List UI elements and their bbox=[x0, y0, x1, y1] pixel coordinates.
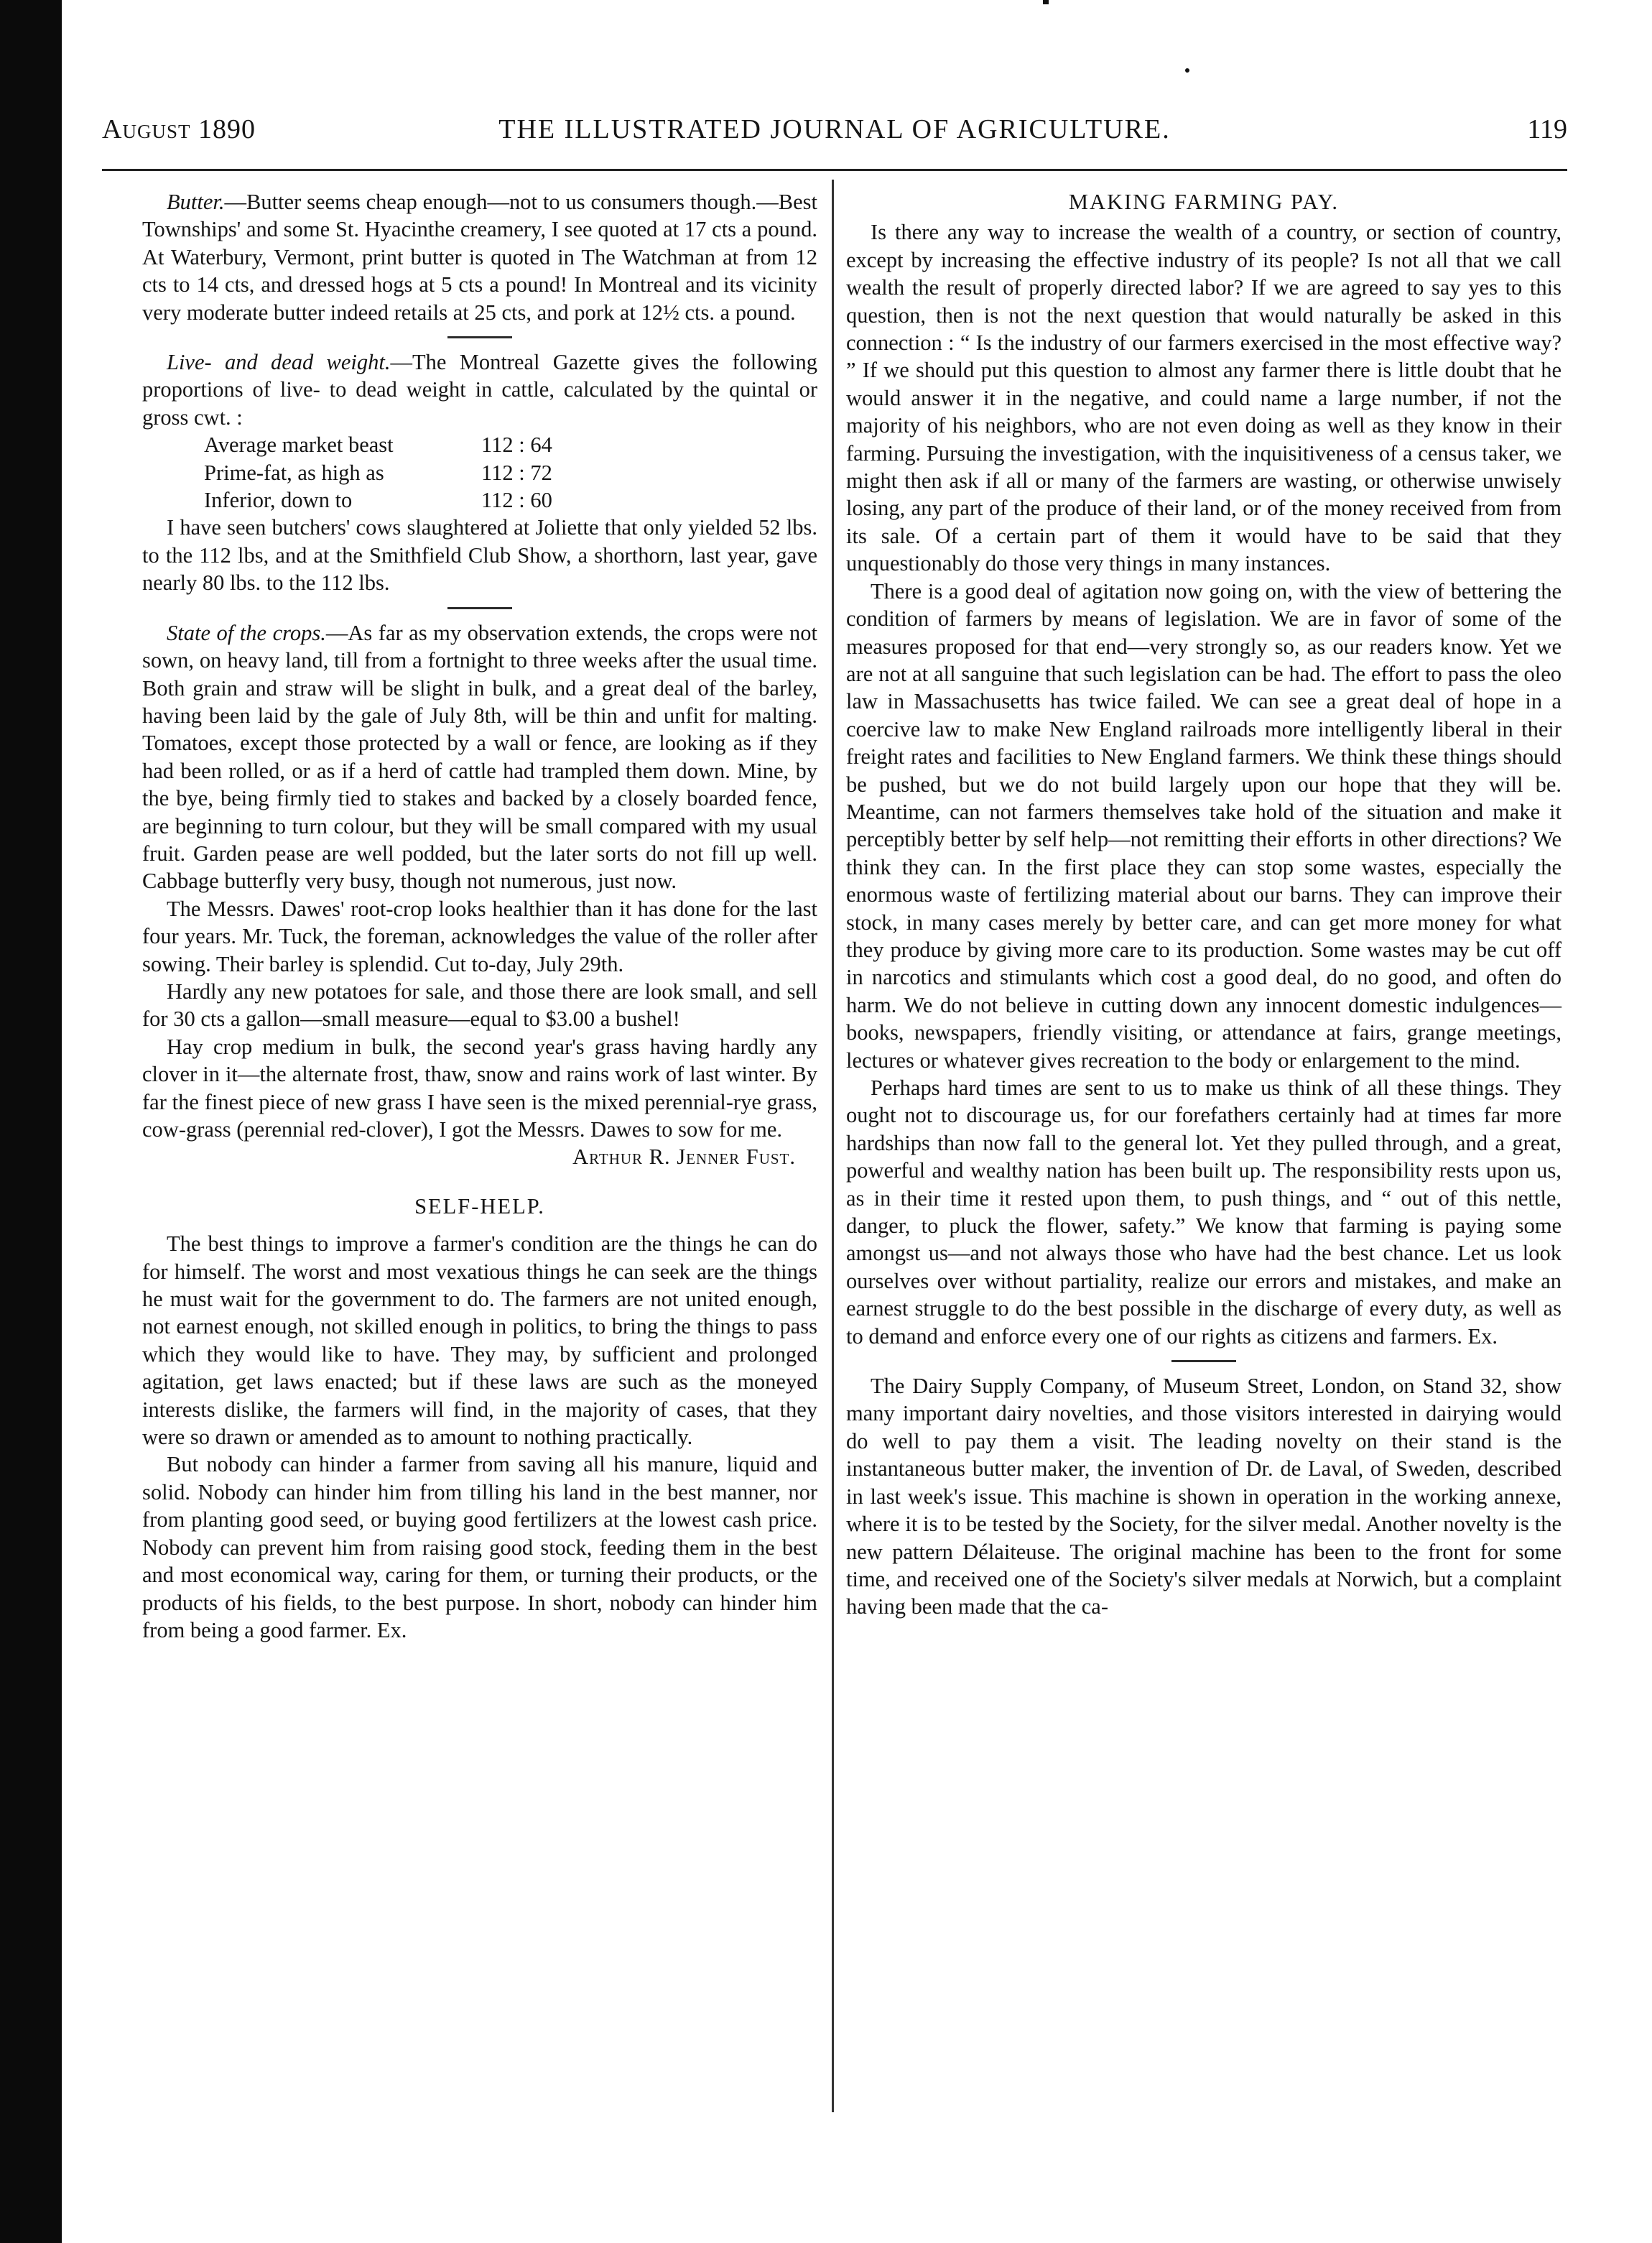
crops-body: —As far as my observation extends, the crops were not sown, on heavy land, till from a fortnight to three weeks after the usual time. Both grain and straw will be slight in bulk, and a great deal of the barley, having been laid by the gale of July 8th, will be thin and unfit for malting. Tomatoes, except those protected by a wall or fence, are looking as if they had been rolled, or as if a herd of cattle had trampled them down. Mine, by the bye, being firmly tied to stakes and backed by a closely boarded fence, are beginning to turn colour, but they will be small compared with my usual fruit. Garden pease are well podded, but the later sorts do not fill up well. Cabbage butterfly very busy, though not numerous, just now. bbox=[142, 620, 817, 894]
section-rule bbox=[447, 607, 512, 609]
page-number: 119 bbox=[1527, 114, 1567, 144]
author-signature: Arthur R. Jenner Fust. bbox=[572, 1144, 796, 1170]
print-speck bbox=[1185, 68, 1189, 73]
journal-title: THE ILLUSTRATED JOURNAL OF AGRICULTURE. bbox=[498, 114, 1171, 144]
self-help-heading: SELF-HELP. bbox=[414, 1193, 545, 1218]
section-rule bbox=[447, 336, 512, 338]
weight-value: 112 : 60 bbox=[481, 488, 552, 513]
weight-label: Average market beast bbox=[204, 433, 394, 458]
farming-paragraph-1: Is there any way to increase the wealth of a country, or section of country, except by increasing the effective industry of its people? Is not all that we call wealth the result of properly directed labor? If we are agreed to say yes to this question, then is not the next question that would naturally be asked in this connection : “ Is the industry of our farmers exercised in the most effective way? ” If we should put this question to almost any farmer there is little doubt that he would answer it in the negative, and could name a large number, if not the majority of his neighbors, who are not even doing as well as they know in their farming. Pursuing the investigation, with the inquisitiveness of a census taker, we might then ask if all or many of the farmers are wasting, or otherwise unwisely losing, any part of the produce of their land, or of the money received from from its sale. Of a certain part of them it would have to be said that they unquestionably do those very things in many instances. bbox=[846, 220, 1561, 576]
page-edge-shadow bbox=[0, 0, 62, 2243]
farming-pay-heading: MAKING FARMING PAY. bbox=[1068, 190, 1340, 214]
weight-value: 112 : 64 bbox=[481, 433, 552, 458]
section-rule bbox=[1171, 1360, 1236, 1362]
weight-row bbox=[204, 431, 817, 458]
weight-table bbox=[204, 431, 817, 514]
crops-lead: State of the crops. bbox=[167, 620, 326, 645]
crops-paragraph-2: The Messrs. Dawes' root-crop looks healthier than it has done for the last four years. Mr. Tuck, the foreman, acknowledges the value of the roller after sowing. Their barley is splendid. Cut to-day, July 29th. bbox=[142, 896, 817, 976]
header-rule bbox=[102, 169, 1567, 171]
self-help-paragraph-2: But nobody can hinder a farmer from saving all his manure, liquid and solid. Nobody can hinder him from tilling his land in the best manner, nor from planting good seed, or buying good fertilizers at the lowest cash price. Nobody can prevent him from raising good stock, feeding them in the best and most economical way, caring for them, or turning their products, or the products of his fields, to the best purpose. In short, nobody can hinder him from being a good farmer. Ex. bbox=[142, 1452, 817, 1642]
live-weight-after: I have seen butchers' cows slaughtered at Joliette that only yielded 52 lbs. to the 112 lbs, and at the Smithfield Club Show, a shorthorn, last year, gave nearly 80 lbs. to the 112 lbs. bbox=[142, 515, 817, 596]
farming-paragraph-3: Perhaps hard times are sent to us to make us think of all these things. They ought not to discourage us, for our forefathers certainly had at times far more hardships than now fall to the general lot. Yet they pulled through, and a great, powerful and wealthy nation has been built up. The responsibility rests upon us, as in their time it rested upon them, to push things, and “ out of this nettle, danger, to pluck the flower, safety.” We know that farming is paying some amongst us—and not always those who have had the best chance. Let us look ourselves over without partiality, realize our errors and mistakes, and make an earnest struggle to do the best possible in the discharge of every duty, as well as to demand and enforce every one of our rights as citizens and farmers. Ex. bbox=[846, 1076, 1561, 1349]
live-weight-lead: Live- and dead weight. bbox=[167, 350, 391, 375]
crops-paragraph bbox=[142, 619, 817, 895]
running-head bbox=[102, 108, 1567, 151]
weight-label: Prime-fat, as high as bbox=[204, 460, 384, 485]
issue-date: August 1890 bbox=[102, 114, 256, 144]
live-weight-body: —The Montreal Gazette gives the following proportions of live- to dead weight in cattle, calculated by the quintal or gross cwt. : bbox=[142, 350, 817, 430]
weight-row bbox=[204, 486, 817, 514]
butter-body: —Butter seems cheap enough—not to us consumers though.—Best Townships' and some St. Hyacinthe creamery, I see quoted at 17 cts a pound. At Waterbury, Vermont, print butter is quoted in The Watchman at from 12 cts to 14 cts, and dressed hogs at 5 cts a pound! In Montreal and its vicinity very moderate butter indeed retails at 25 cts, and pork at 12½ cts. a pound. bbox=[142, 190, 817, 325]
weight-value: 112 : 72 bbox=[481, 460, 552, 485]
weight-row bbox=[204, 459, 817, 486]
dairy-supply-paragraph: The Dairy Supply Company, of Museum Street, London, on Stand 32, show many important dairy novelties, and those visitors interested in dairying would do well to pay them a visit. The leading novelty on their stand is the instantaneous butter maker, the invention of Dr. de Laval, of Sweden, described in last week's issue. This machine is shown in operation in the working annexe, where it is to be tested by the Society, for the silver medal. Another novelty is the new pattern Délaiteuse. The original machine has been to the front for some time, and received one of the Society's silver medals at Norwich, but a complaint having been made that the ca- bbox=[846, 1374, 1561, 1619]
live-weight-paragraph bbox=[142, 348, 817, 431]
weight-label: Inferior, down to bbox=[204, 488, 353, 513]
crops-paragraph-4: Hay crop medium in bulk, the second year's grass having hardly any clover in it—the alternate frost, thaw, snow and rains work of last winter. By far the finest piece of new grass I have seen is the mixed perennial-rye grass, cow-grass (perennial red-clover), I got the Messrs. Dawes to sow for me. bbox=[142, 1034, 817, 1142]
print-speck bbox=[1043, 0, 1049, 4]
farming-paragraph-2: There is a good deal of agitation now going on, with the view of bettering the condition of farmers by means of legislation. We are in favor of some of the measures proposed for that end—very strongly so, as our readers know. Yet we are not at all sanguine that such legislation can be had. The effort to pass the oleo law in Massachusetts has twice failed. We can see a great deal of hope in a coercive law to make New England railroads more intelligently liberal in their freight rates and facilities to New England farmers. We think these things should be pushed, but we do not build largely upon our hope that they will be. Meantime, can not farmers themselves take hold of the situation and make it perceptibly better by self help—not remitting their efforts in other directions? We think they can. In the first place they can stop some wastes, especially the enormous waste of fertilizing material about our barns. They can improve their stock, in many cases merely by better care, and can get more money for what they produce by giving more care to its production. Some wastes may be cut off in narcotics and stimulants which cost a good deal, do no good, and often do harm. We do not believe in cutting down any innocent domestic indulgences—books, newspapers, friendly visiting, or attendance at fairs, grange meetings, lectures or whatever gives recreation to the body or enlargement to the mind. bbox=[846, 578, 1561, 1073]
crops-paragraph-3: Hardly any new potatoes for sale, and those there are look small, and sell for 30 cts a gallon—small measure—equal to $3.00 a bushel! bbox=[142, 979, 817, 1032]
right-column bbox=[846, 188, 1561, 1621]
butter-lead: Butter. bbox=[167, 190, 225, 214]
left-column bbox=[142, 188, 817, 1644]
column-divider bbox=[832, 180, 834, 2112]
butter-paragraph bbox=[142, 188, 817, 326]
self-help-paragraph-1: The best things to improve a farmer's condition are the things he can do for himself. The worst and most vexatious things he can seek are the things he must wait for the government to do. The farmers are not united enough, not earnest enough, not skilled enough in politics, to bring the things to pass which they would like to have. They may, by sufficient and prolonged agitation, get laws enacted; but if these laws are such as the moneyed interests dislike, the farmers will find, in the majority of cases, that they were so drawn or amended as to amount to nothing practically. bbox=[142, 1231, 817, 1450]
